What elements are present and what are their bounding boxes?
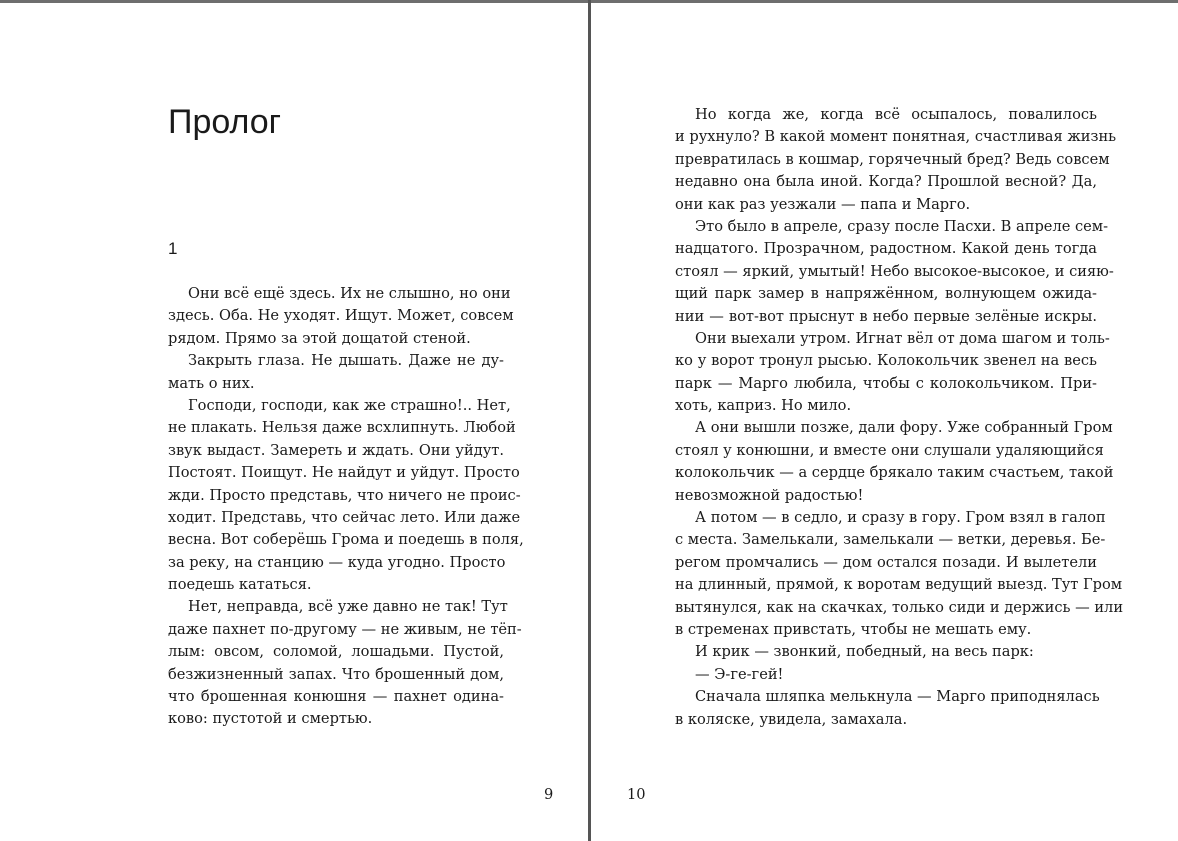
text-line: колокольчик — а сердце брякало таким счастьем, такой bbox=[675, 464, 1114, 482]
text-line: лым: овсом, соломой, лошадьми. Пустой, bbox=[168, 643, 504, 661]
text-line: звук выдаст. Замереть и ждать. Они уйдут. bbox=[168, 441, 504, 459]
text-line: и рухнуло? В какой момент понятная, счастливая жизнь bbox=[675, 128, 1117, 146]
text-line: надцатого. Прозрачном, радостном. Какой день тогда bbox=[675, 240, 1097, 258]
text-line: Они всё ещё здесь. Их не слышно, но они bbox=[188, 285, 511, 302]
text-line: А они вышли позже, дали фору. Уже собранный Гром bbox=[695, 419, 1113, 437]
text-line: в стременах привстать, чтобы не мешать ему. bbox=[675, 620, 1032, 638]
text-line: Господи, господи, как же страшно!.. Нет, bbox=[188, 396, 511, 414]
text-line: ко у ворот тронул рысью. Колокольчик звенел на весь bbox=[675, 352, 1097, 370]
right-page bbox=[591, 0, 1178, 841]
text-line: на длинный, прямой, к воротам ведущий выезд. Тут Гром bbox=[675, 576, 1123, 594]
text-line: стоял у конюшни, и вместе они слушали удаляющийся bbox=[675, 441, 1104, 459]
text-line: хоть, каприз. Но мило. bbox=[675, 397, 852, 415]
text-line: Закрыть глаза. Не дышать. Даже не ду- bbox=[188, 352, 504, 370]
text-line: в коляске, увидела, замахала. bbox=[675, 710, 908, 728]
left-page-body-text bbox=[168, 283, 524, 731]
left-page-number: 9 bbox=[544, 786, 554, 803]
text-line: И крик — звонкий, победный, на весь парк: bbox=[695, 643, 1034, 661]
text-line: здесь. Оба. Не уходят. Ищут. Может, совсем bbox=[168, 307, 514, 325]
text-line: ково: пустотой и смертью. bbox=[168, 710, 373, 728]
text-line: ходит. Представь, что сейчас лето. Или даже bbox=[168, 508, 521, 526]
text-line: А потом — в седло, и сразу в гору. Гром взял в галоп bbox=[695, 509, 1106, 527]
section-number: 1 bbox=[168, 239, 178, 258]
chapter-title: Пролог bbox=[168, 103, 282, 141]
text-line: Но когда же, когда всё осыпалось, повалилось bbox=[695, 106, 1097, 123]
text-line: рядом. Прямо за этой дощатой стеной. bbox=[168, 329, 471, 347]
text-line: Сначала шляпка мелькнула — Марго приподнялась bbox=[695, 688, 1100, 706]
text-line: весна. Вот соберёшь Грома и поедешь в поля, bbox=[168, 531, 524, 549]
text-line: превратилась в кошмар, горячечный бред? Ведь совсем bbox=[675, 150, 1110, 168]
text-line: вытянулся, как на скачках, только сиди и держись — или bbox=[675, 598, 1124, 616]
text-line: что брошенная конюшня — пахнет одина- bbox=[168, 688, 504, 706]
text-line: они как раз уезжали — папа и Марго. bbox=[675, 195, 971, 213]
text-line: мать о них. bbox=[168, 374, 255, 392]
text-line: нии — вот-вот прыснут в небо первые зелёные искры. bbox=[675, 307, 1097, 325]
text-line: Они выехали утром. Игнат вёл от дома шагом и толь- bbox=[695, 329, 1110, 347]
left-page bbox=[0, 0, 588, 841]
text-line: не плакать. Нельзя даже всхлипнуть. Любой bbox=[168, 419, 516, 437]
text-line: жди. Просто представь, что ничего не проис- bbox=[168, 486, 521, 504]
text-line: — Э-ге-гей! bbox=[695, 665, 784, 683]
right-page-number: 10 bbox=[627, 786, 646, 803]
text-line: щий парк замер в напряжённом, волнующем ожида- bbox=[675, 285, 1097, 303]
text-line: Нет, неправда, всё уже давно не так! Тут bbox=[188, 598, 508, 616]
right-page-body-text bbox=[675, 104, 1124, 731]
text-line: за реку, на станцию — куда угодно. Просто bbox=[168, 553, 506, 571]
text-line: недавно она была иной. Когда? Прошлой весной? Да, bbox=[675, 173, 1097, 191]
text-line: безжизненный запах. Что брошенный дом, bbox=[168, 665, 504, 683]
text-line: даже пахнет по-другому — не живым, не тёп- bbox=[168, 620, 522, 638]
text-line: регом промчались — дом остался позади. И вылетели bbox=[675, 553, 1097, 571]
text-line: поедешь кататься. bbox=[168, 576, 312, 594]
text-line: с места. Замелькали, замелькали — ветки, деревья. Бе- bbox=[675, 531, 1106, 549]
text-line: Постоят. Поищут. Не найдут и уйдут. Просто bbox=[168, 464, 520, 482]
text-line: невозможной радостью! bbox=[675, 486, 864, 504]
text-line: Это было в апреле, сразу после Пасхи. В апреле сем- bbox=[695, 217, 1109, 235]
text-line: стоял — яркий, умытый! Небо высокое-высокое, и сияю- bbox=[675, 262, 1114, 280]
text-line: парк — Марго любила, чтобы с колокольчиком. При- bbox=[675, 374, 1097, 392]
